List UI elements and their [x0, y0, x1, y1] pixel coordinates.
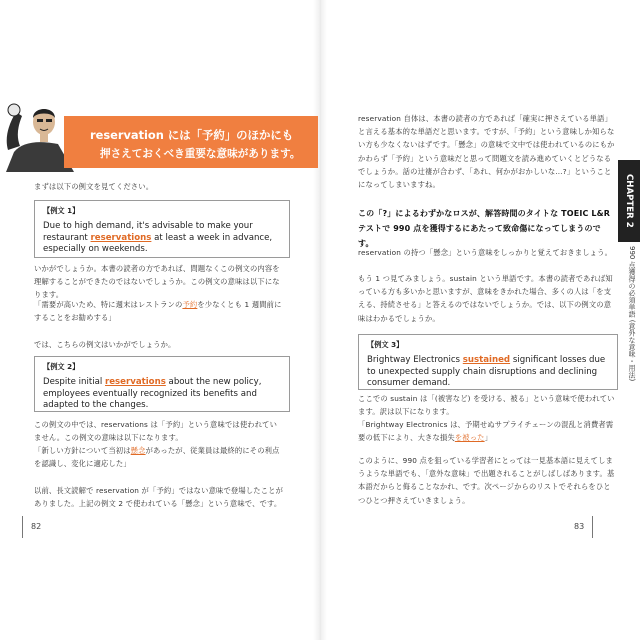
intro-text: まずは以下の例文を見てください。: [34, 182, 154, 191]
chapter-side-caption: 990 点獲得の必須単語 (意外な意味・用法): [628, 246, 636, 382]
right-paragraph-1: reservation 自体は、本書の読者の方であれば「確実に押さえている単語」と言える基本的な単語だと思います。ですが、「予約」という意味しか知らない方も少なくないはずです。「懸念」の意味で文中では使われているのにもかかわらず「予約」という意味だと思って問題文を読み進めていくとどうなるでしょうか。話の辻褄が合わず、「あれ、何かがおかしいな…?」ということになってしまいますね。: [358, 114, 615, 190]
page-number-right: 83: [574, 516, 593, 538]
right-paragraph-3: reservation の持つ「懸念」という意味をしっかりと覚えておきましょう。: [358, 248, 613, 257]
right-paragraph-5: ここでの sustain は「(被害など) を受ける、被る」という意味で使われています。訳は以下になります。: [358, 394, 615, 417]
translation-1: 「需要が高いため、特に週末はレストランの予約を少なくとも 1 週間前にすることをお勧めする」: [34, 300, 282, 323]
translation-2: 「新しい方針について当初は懸念があったが、従業員は最終的にその利点を認識し、変化に適応した」: [34, 446, 280, 469]
example-text-1: Due to high demand, it's advisable to make your restaurant reservations at least a week in advance, especially on weekends.: [43, 221, 273, 254]
right-paragraph-4: もう 1 つ見てみましょう。sustain という単語です。本書の読者であれば知っている方も多いかと思いますが、意味をきかれた場合、多くの人は「を支える、持続させる」と答えるのではないでしょうか。では、以下の例文の意味はわかるでしょうか。: [358, 274, 613, 323]
right-bold-paragraph: この「?」によるわずかなロスが、解答時間のタイトな TOEIC L&R テストで 990 点を獲得するにあたって致命傷になってしまうのです。: [358, 209, 611, 248]
highlight-reservations-2: reservations: [104, 377, 166, 387]
example-box-3: [358, 334, 618, 390]
example-box-2: [34, 356, 290, 412]
chapter-tab-label: CHAPTER 2: [624, 174, 634, 228]
highlight-yoyaku: 予約: [182, 300, 198, 309]
example-label-1: 【例文 1】: [43, 206, 80, 215]
header-banner: [64, 116, 318, 168]
highlight-reservations-1: reservations: [90, 232, 152, 243]
right-paragraph-6: このように、990 点を狙っている学習者にとっては一見基本語に見えてしまうような単語でも、「意外な意味」で出題されることがしばしばあります。基本語だからと侮ることなかれ、です。次ページからのリストでそれらをひとつひとつ押さえていきましょう。: [358, 456, 615, 505]
page-number-left: 82: [22, 516, 41, 538]
highlight-koumutta: を被った: [454, 433, 485, 443]
example-label-2: 【例文 2】: [43, 362, 80, 371]
banner-line-1: reservation には「予約」のほかにも: [90, 128, 294, 142]
paragraph-3: この例文の中では、reservations は「予約」という意味では使われていません。この例文の意味は以下になります。: [34, 420, 278, 443]
paragraph-1: いかがでしょうか。本書の読者の方であれば、問題なくこの例文の内容を理解することができたのではないでしょうか。この例文の意味は以下になります。: [34, 264, 280, 300]
example-text-3: Brightway Electronics sustained significant losses due to unexpected supply chain disruptions and declining consumer demand.: [367, 355, 606, 388]
paragraph-2: では、こちらの例文はいかがでしょうか。: [34, 340, 176, 349]
paragraph-4: 以前、長文読解で reservation が「予約」ではない意味で登場したことがありました。上記の例文 2 で使われている「懸念」という意味で、です。: [34, 486, 284, 509]
example-text-2: Despite initial reservations about the new policy, employees eventually recognized its benefits and adapted to the changes.: [43, 377, 262, 410]
right-page: [320, 0, 640, 640]
banner-line-2: 押さえておくべき重要な意味があります。: [100, 148, 301, 160]
example-label-3: 【例文 3】: [367, 340, 404, 349]
translation-3: 「Brightway Electronics は、予期せぬサプライチェーンの混乱と消費者需要の低下により、大きな損失を被った」: [358, 420, 614, 443]
example-box-1: [34, 200, 290, 258]
highlight-sustained: sustained: [462, 355, 511, 365]
highlight-kenen: 懸念: [130, 446, 146, 455]
